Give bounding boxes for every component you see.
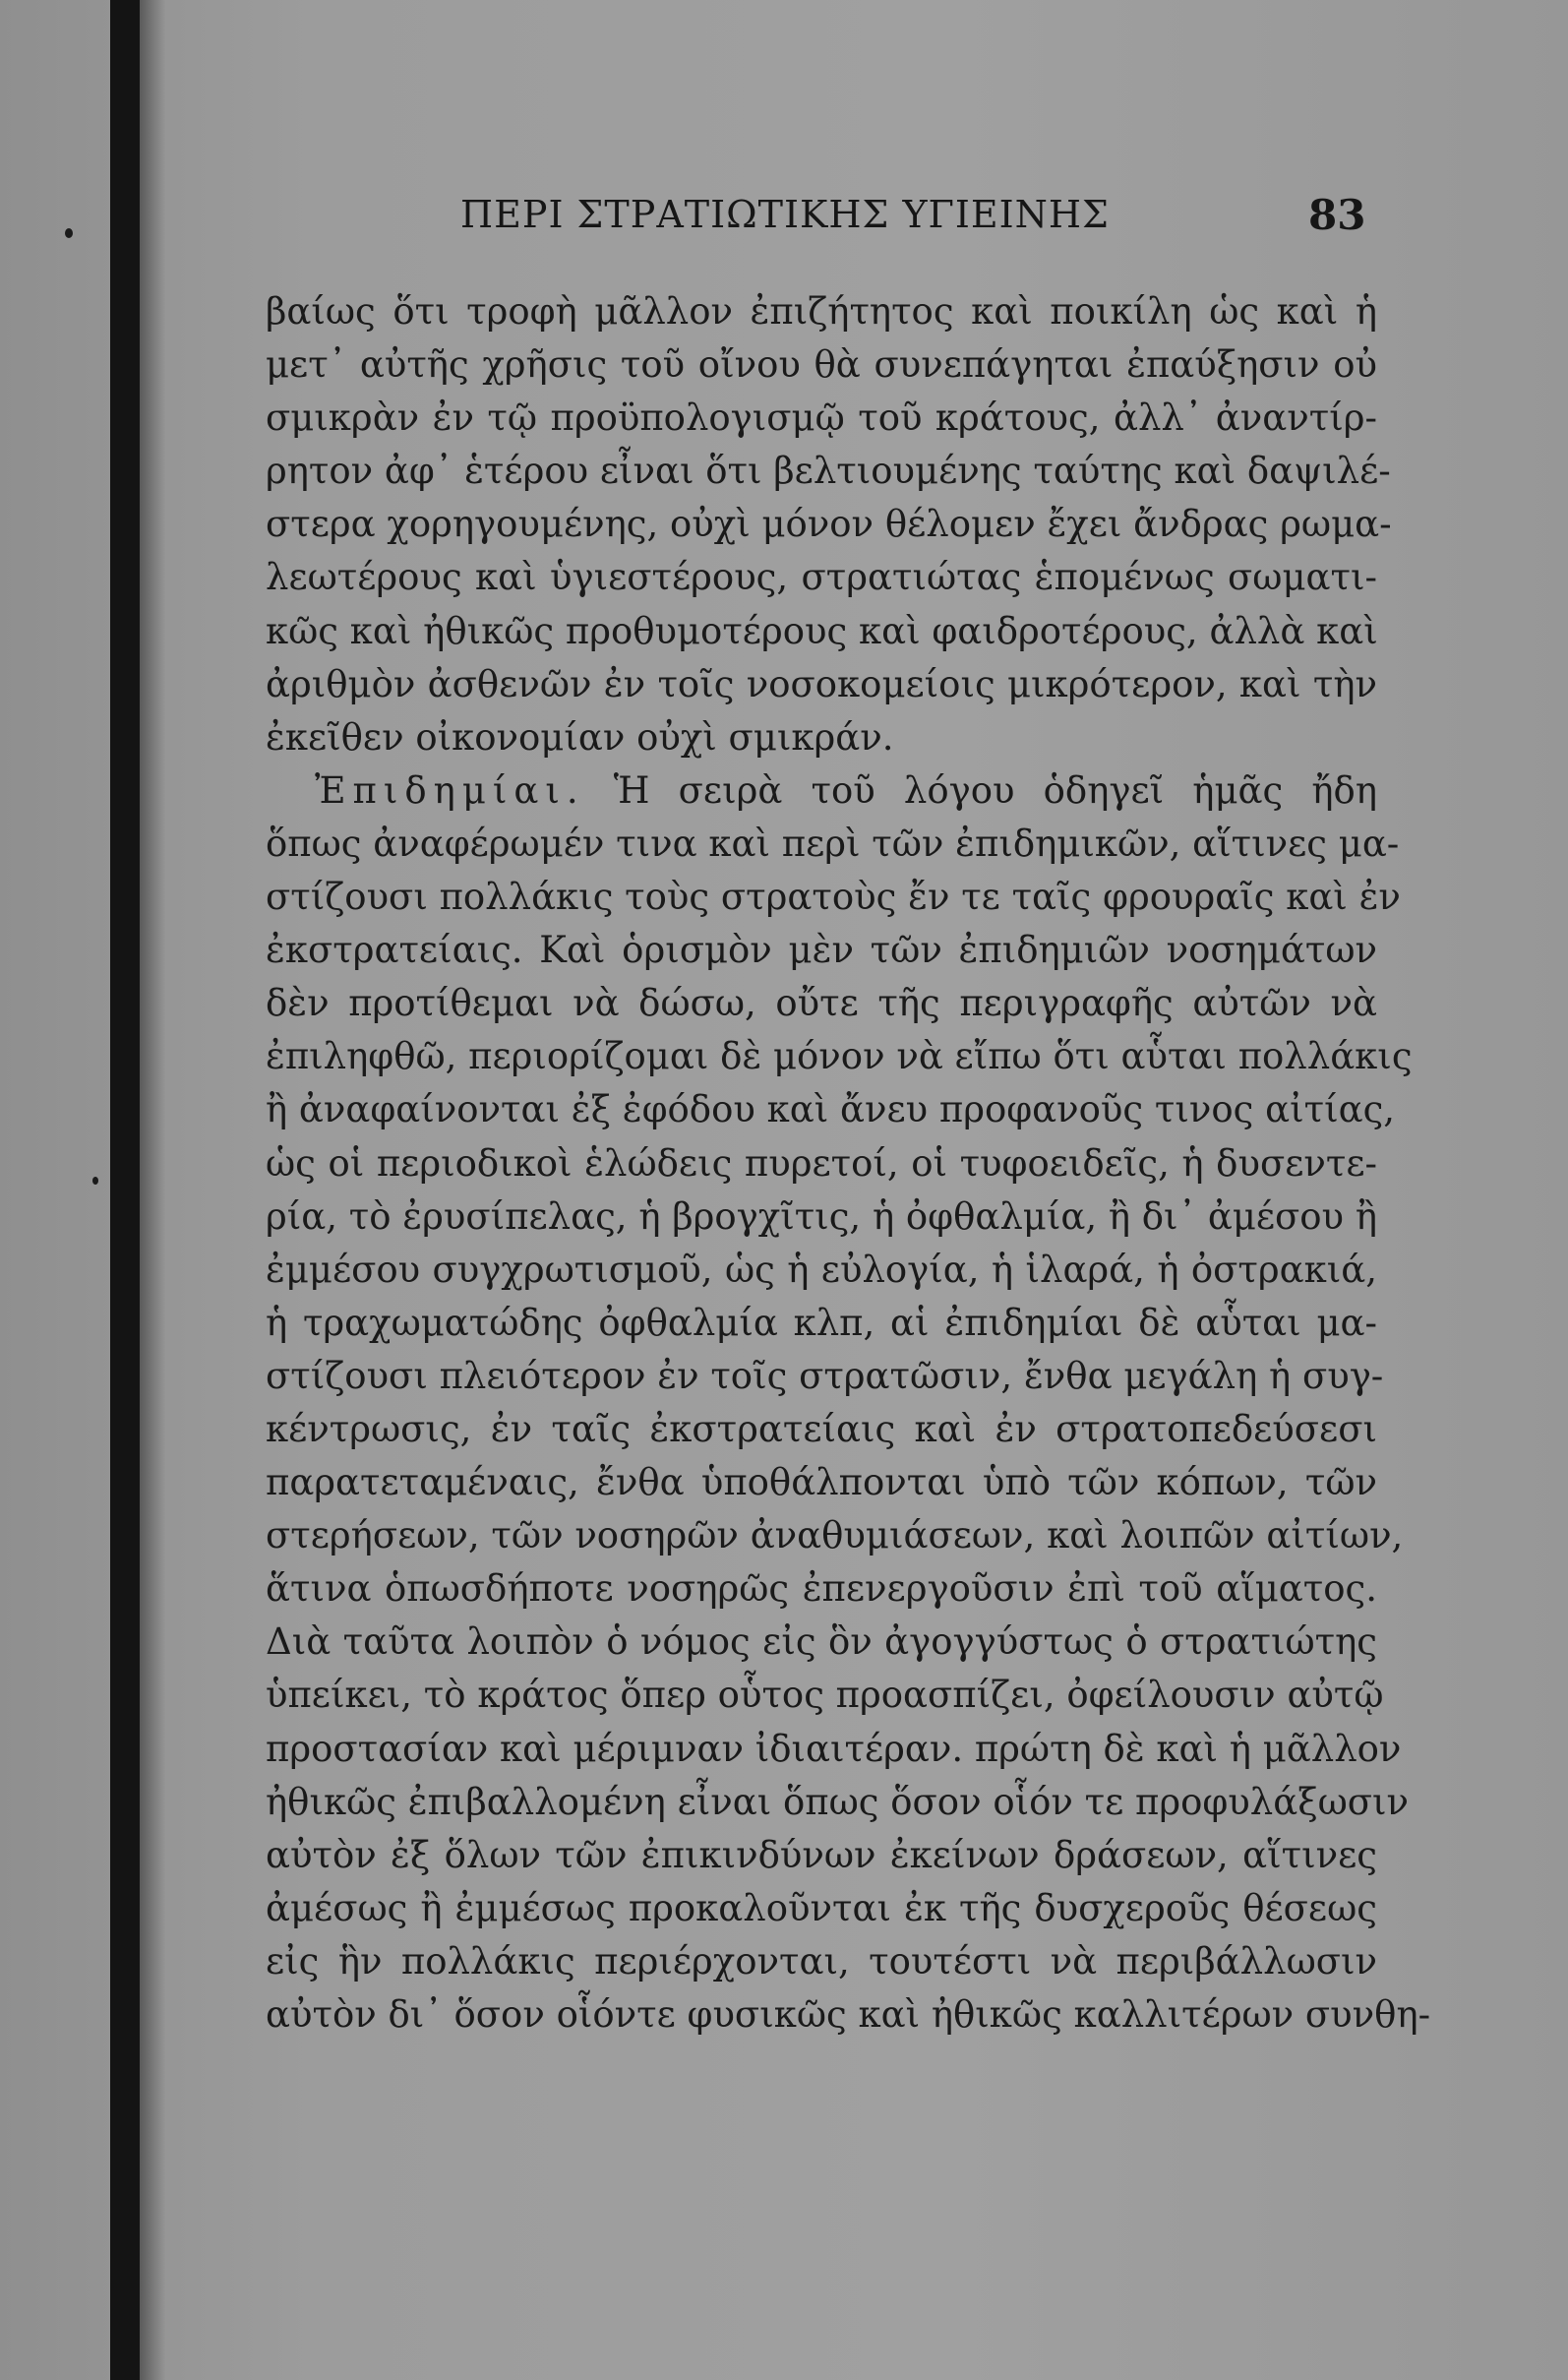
text-line: ἐμμέσου συγχρωτισμοῦ, ὡς ἡ εὐλογία, ἡ ἱλαρά, ἡ ὀστρακιά,: [266, 1248, 1377, 1291]
text-line: ὅπως ἀναφέρωμέν τινα καὶ περὶ τῶν ἐπιδημικῶν, αἵτινες μα-: [266, 822, 1400, 865]
text-line: μετ᾽ αὐτῆς χρῆσις τοῦ οἴνου θὰ συνεπάγηται ἐπαύξησιν οὐ: [266, 343, 1377, 387]
ink-speck: [92, 1177, 98, 1185]
text-line: ἢ ἀναφαίνονται ἐξ ἐφόδου καὶ ἄνευ προφανοῦς τινος αἰτίας,: [266, 1088, 1396, 1131]
running-head-title: ΠΕΡΙ ΣΤΡΑΤΙΩΤΙΚΗΣ ΥΓΙΕΙΝΗΣ: [460, 193, 1110, 236]
gutter-gradient: [140, 0, 165, 2380]
text-line: ἐκστρατείαις. Καὶ ὁρισμὸν μὲν τῶν ἐπιδημιῶν νοσημάτων: [266, 929, 1377, 972]
body-text: [266, 285, 1431, 2042]
text-line: λεωτέρους καὶ ὑγιεστέρους, στρατιώτας ἑπομένως σωματι-: [266, 556, 1377, 599]
text-line: ρητον ἀφ᾽ ἑτέρου εἶναι ὅτι βελτιουμένης ταύτης καὶ δαψιλέ-: [266, 450, 1391, 493]
text-line: αὐτὸν ἐξ ὅλων τῶν ἐπικινδύνων ἐκείνων δράσεων, αἵτινες: [266, 1833, 1377, 1876]
section-first-line: [266, 764, 1377, 818]
text-line: ἀριθμὸν ἀσθενῶν ἐν τοῖς νοσοκομείοις μικρότερον, καὶ τὴν: [266, 662, 1377, 705]
text-line: ἐκεῖθεν οἰκονομίαν οὐχὶ σμικράν.: [266, 715, 894, 759]
text-line: ὑπείκει, τὸ κράτος ὅπερ οὗτος προασπίζει, ὀφείλουσιν αὐτῷ: [266, 1674, 1384, 1717]
text-line: αὐτὸν δι᾽ ὅσον οἷόντε φυσικῶς καὶ ἠθικῶς καλλιτέρων συνθη-: [266, 1993, 1431, 2036]
text-line: κέντρωσις, ἐν ταῖς ἐκστρατείαις καὶ ἐν στρατοπεδεύσεσι: [266, 1407, 1377, 1450]
text-line: δὲν προτίθεμαι νὰ δώσω, οὔτε τῆς περιγραφῆς αὐτῶν νὰ: [266, 982, 1377, 1025]
text-line: ὡς οἱ περιοδικοὶ ἑλώδεις πυρετοί, οἱ τυφοειδεῖς, ἡ δυσεντε-: [266, 1141, 1377, 1185]
text-line: ρία, τὸ ἐρυσίπελας, ἡ βρογχῖτις, ἡ ὀφθαλμία, ἢ δι᾽ ἀμέσου ἢ: [266, 1194, 1377, 1238]
text-line: στερήσεων, τῶν νοσηρῶν ἀναθυμιάσεων, καὶ λοιπῶν αἰτίων,: [266, 1514, 1404, 1557]
text-line: προστασίαν καὶ μέριμναν ἰδιαιτέραν. πρώτη δὲ καὶ ἡ μᾶλλον: [266, 1727, 1402, 1770]
section-first-line-text: Ἡ σειρὰ τοῦ λόγου ὁδηγεῖ ἡμᾶς ἤδη: [613, 768, 1377, 812]
text-line: ἠθικῶς ἐπιβαλλομένη εἶναι ὅπως ὅσον οἷόν τε προφυλάξωσιν: [266, 1780, 1410, 1823]
text-line: στερα χορηγουμένης, οὐχὶ μόνον θέλομεν ἔχει ἄνδρας ρωμα-: [266, 503, 1392, 546]
text-line: Διὰ ταῦτα λοιπὸν ὁ νόμος εἰς ὃν ἀγογγύστως ὁ στρατιώτης: [266, 1620, 1377, 1664]
text-line: ἡ τραχωματώδης ὀφθαλμία κλπ, αἱ ἐπιδημίαι δὲ αὗται μα-: [266, 1301, 1377, 1344]
ink-speck: [65, 228, 73, 238]
text-line: στίζουσι πλειότερον ἐν τοῖς στρατῶσιν, ἔνθα μεγάλη ἡ συγ-: [266, 1354, 1384, 1397]
text-line: βαίως ὅτι τροφὴ μᾶλλον ἐπιζήτητος καὶ ποικίλη ὡς καὶ ἡ: [266, 290, 1377, 333]
text-line: ἐπιληφθῶ, περιορίζομαι δὲ μόνον νὰ εἴπω ὅτι αὗται πολλάκις: [266, 1035, 1413, 1078]
text-line: στίζουσι πολλάκις τοὺς στρατοὺς ἔν τε ταῖς φρουραῖς καὶ ἐν: [266, 876, 1401, 919]
text-line: εἰς ἣν πολλάκις περιέρχονται, τουτέστι νὰ περιβάλλωσιν: [266, 1939, 1377, 1983]
book-spine-shadow: [110, 0, 140, 2380]
text-line: παρατεταμέναις, ἔνθα ὑποθάλπονται ὑπὸ τῶν κόπων, τῶν: [266, 1461, 1377, 1504]
text-line: σμικρὰν ἐν τῷ προϋπολογισμῷ τοῦ κράτους, ἀλλ᾽ ἀναντίρ-: [266, 397, 1377, 440]
section-heading: Ἐπιδημίαι.: [315, 768, 585, 812]
text-line: κῶς καὶ ἠθικῶς προθυμοτέρους καὶ φαιδροτέρους, ἀλλὰ καὶ: [266, 609, 1378, 652]
text-line: ἅτινα ὁπωσδήποτε νοσηρῶς ἐπενεργοῦσιν ἐπὶ τοῦ αἵματος.: [266, 1567, 1377, 1611]
text-line: ἀμέσως ἢ ἐμμέσως προκαλοῦνται ἐκ τῆς δυσχεροῦς θέσεως: [266, 1886, 1377, 1929]
page-number: 83: [1308, 191, 1366, 239]
